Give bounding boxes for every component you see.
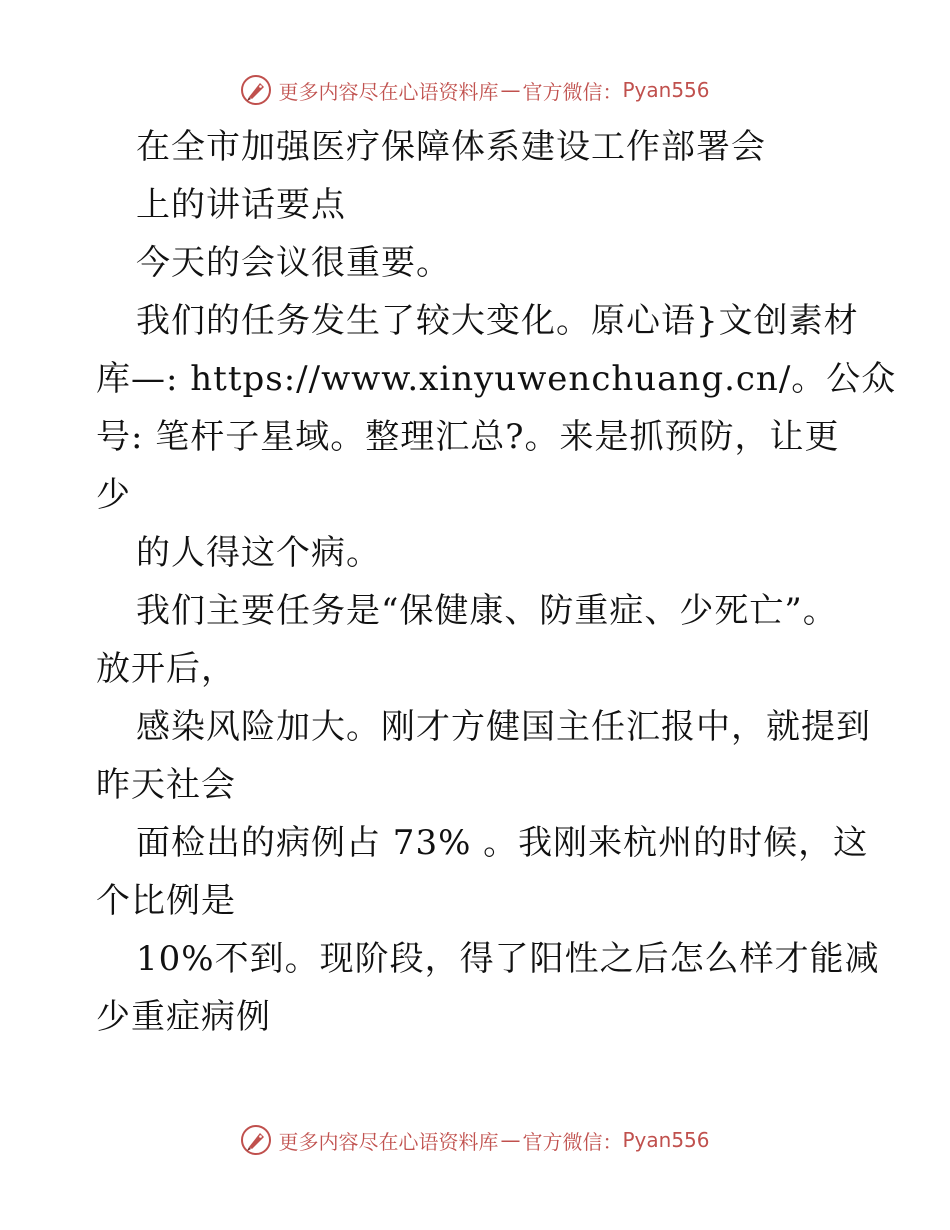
paragraph-line: 感染风险加大。刚才方健国主任汇报中，就提到 xyxy=(136,707,871,747)
watermark-dash: — xyxy=(500,78,521,102)
paragraph-line: 今天的会议很重要。 xyxy=(136,243,451,283)
paragraph-line: 的人得这个病。 xyxy=(136,533,381,573)
paragraph-line: 库—: https://www.xinyuwenchuang.cn/。公众 xyxy=(96,359,897,399)
watermark-text: 更多内容尽在心语资料库 xyxy=(278,79,499,104)
paragraph-line: 我们的任务发生了较大变化。原心语}文创素材 xyxy=(136,301,859,341)
paragraph-line: 少重症病例 xyxy=(96,997,271,1037)
paragraph-line: 10%不到。现阶段，得了阳性之后怎么样才能减 xyxy=(136,939,880,979)
paragraph-line: 个比例是 xyxy=(96,881,236,921)
document-body xyxy=(96,118,897,1046)
paragraph-line: 面检出的病例占 73% 。我刚来杭州的时候，这 xyxy=(136,823,869,863)
paragraph-line: 昨天社会 xyxy=(96,765,236,805)
watermark-wechat-label: 官方微信： xyxy=(522,79,623,104)
paragraph-line: 我们主要任务是“保健康、防重症、少死亡”。 xyxy=(136,591,838,631)
title-line-2: 上的讲话要点 xyxy=(136,185,346,225)
watermark-banner-bottom xyxy=(0,1120,950,1160)
pen-nib-logo-icon xyxy=(240,1124,272,1156)
title-line-1: 在全市加强医疗保障体系建设工作部署会 xyxy=(136,127,766,167)
pen-nib-logo-icon xyxy=(240,74,272,106)
paragraph-line: 放开后， xyxy=(96,649,236,689)
watermark-dash: — xyxy=(500,1128,521,1152)
watermark-banner-top xyxy=(0,70,950,110)
paragraph-line: 少 xyxy=(96,475,131,515)
watermark-wechat-id: Pyan556 xyxy=(622,1128,710,1152)
watermark-text: 更多内容尽在心语资料库 xyxy=(278,1129,499,1154)
watermark-wechat-id: Pyan556 xyxy=(622,78,710,102)
watermark-wechat-label: 官方微信： xyxy=(522,1129,623,1154)
paragraph-line: 号: 笔杆子星域。整理汇总?。来是抓预防，让更 xyxy=(96,417,840,457)
